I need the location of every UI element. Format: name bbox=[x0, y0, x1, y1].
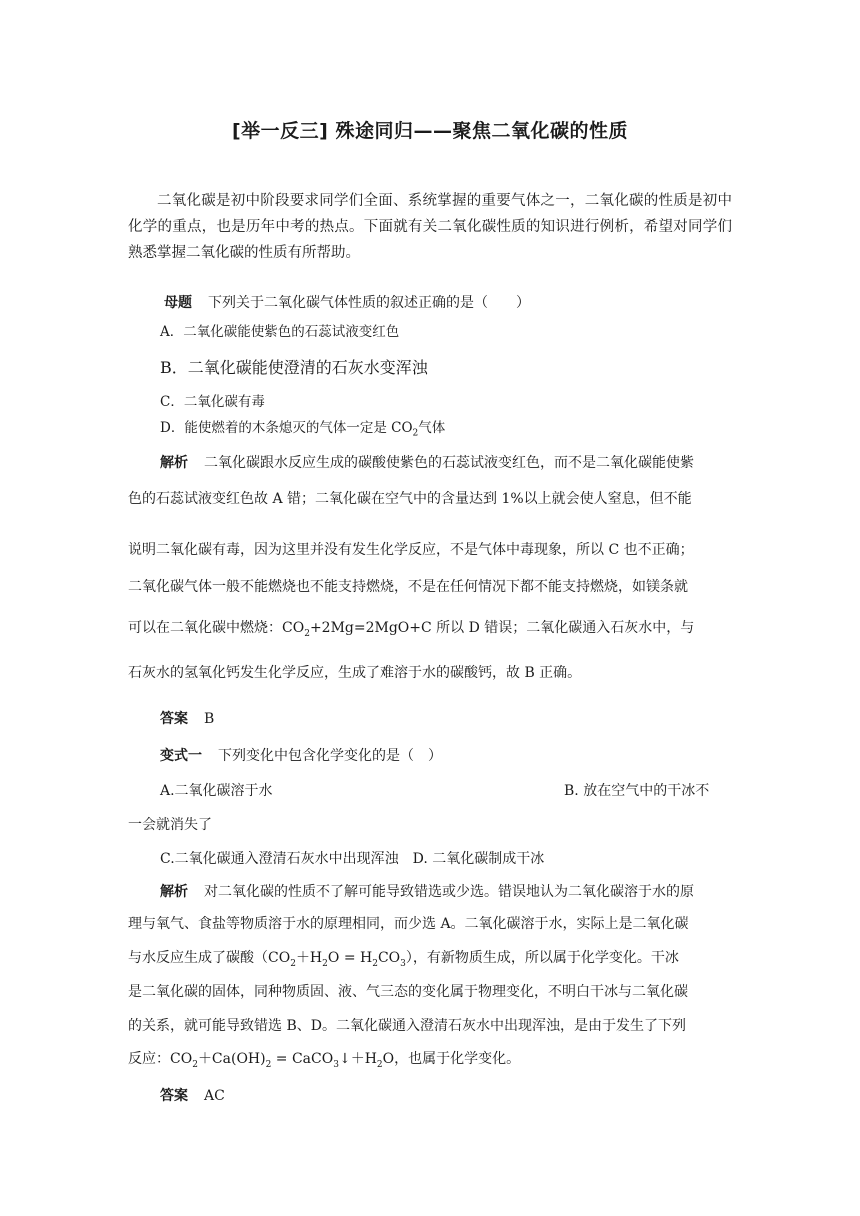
q2-analysis-3-sub4: 3 bbox=[400, 958, 406, 969]
q1-option-b: B．二氧化碳能使澄清的石灰水变浑浊 bbox=[160, 358, 428, 377]
q1-option-d bbox=[160, 416, 764, 439]
q1-answer-line bbox=[160, 708, 764, 728]
q2-analysis-6b: ＋Ca(OH) bbox=[197, 1051, 266, 1067]
q2-analysis-3-sub2: 2 bbox=[322, 958, 328, 969]
q2-analysis-3d: CO bbox=[377, 950, 401, 966]
q1-analysis-line-6: 石灰水的氢氧化钙发生化学反应，生成了难溶于水的碳酸钙，故 B 正确。 bbox=[128, 665, 582, 681]
q1-analysis-line-4: 二氧化碳气体一般不能燃烧也不能支持燃烧，不是在任何情况下都不能支持燃烧，如镁条就 bbox=[128, 579, 688, 595]
q2-answer-label: 答案 bbox=[160, 1088, 188, 1104]
q2-analysis-line-2: 理与氧气、食盐等物质溶于水的原理相同，而少选 A。二氧化碳溶于水，实际上是二氧化碳 bbox=[128, 916, 689, 932]
page-title: [举一反三] 殊途同归——聚焦二氧化碳的性质 bbox=[232, 120, 628, 142]
q2-analysis-line-1 bbox=[160, 881, 764, 901]
q1-analysis-label: 解析 bbox=[160, 455, 188, 471]
q2-analysis-3a: 与水反应生成了碳酸（CO bbox=[128, 950, 291, 966]
q2-analysis-6-sub2: 2 bbox=[265, 1059, 272, 1070]
q1-analysis-5-sub: 2 bbox=[304, 628, 310, 639]
q2-option-b-cont: 一会就消失了 bbox=[128, 817, 212, 833]
q2-analysis-6e: O，也属于化学变化。 bbox=[382, 1051, 521, 1067]
q1-label: 母题 bbox=[164, 295, 192, 311]
q2-analysis-line-6 bbox=[128, 1048, 732, 1068]
q2-analysis-3-sub1: 2 bbox=[290, 958, 296, 969]
q2-question: 下列变化中包含化学变化的是（ ） bbox=[218, 748, 442, 764]
q2-analysis-6d: ↓＋H bbox=[338, 1051, 377, 1067]
q2-answer-line bbox=[160, 1085, 764, 1105]
q2-analysis-3-sub3: 2 bbox=[372, 958, 378, 969]
q1-analysis-line-3: 说明二氧化碳有毒，因为这里并没有发生化学反应，不是气体中毒现象，所以 C 也不正确； bbox=[128, 542, 694, 558]
q2-analysis-6-sub1: 2 bbox=[192, 1059, 198, 1070]
q1-option-c: C．二氧化碳有毒 bbox=[160, 394, 265, 410]
q2-analysis-3c: O = H bbox=[327, 950, 373, 966]
q2-analysis-3e: ），有新物质生成，所以属于化学变化。干冰 bbox=[405, 950, 679, 966]
q2-answer: AC bbox=[204, 1088, 225, 1104]
q1-analysis-line-5 bbox=[128, 617, 732, 637]
q2-option-b: B. 放在空气中的干冰不 bbox=[564, 783, 710, 799]
q1-option-d-sub: 2 bbox=[412, 428, 419, 439]
q1-question: 下列关于二氧化碳气体性质的叙述正确的是（ ） bbox=[208, 295, 530, 311]
q2-analysis-6a: 反应：CO bbox=[128, 1051, 193, 1067]
q1-option-d-prefix: D．能使燃着的木条熄灭的气体一定是 CO bbox=[160, 420, 413, 436]
q2-option-a: A.二氧化碳溶于水 bbox=[160, 783, 273, 799]
q2-analysis-line-4: 是二氧化碳的固体，同种物质固、液、气三态的变化属于物理变化，不明白干冰与二氧化碳 bbox=[128, 984, 688, 1000]
q1-analysis-1: 二氧化碳跟水反应生成的碳酸使紫色的石蕊试液变红色，而不是二氧化碳能使紫 bbox=[204, 455, 694, 471]
q1-answer: B bbox=[204, 711, 215, 727]
q2-analysis-6-sub4: 2 bbox=[376, 1059, 383, 1070]
q2-analysis-line-5: 的关系，就可能导致错选 B、D。二氧化碳通入澄清石灰水中出现浑浊，是由于发生了下列 bbox=[128, 1018, 686, 1034]
q1-analysis-line-2: 色的石蕊试液变红色故 A 错；二氧化碳在空气中的含量达到 1%以上就会使人窒息，但不能 bbox=[128, 491, 692, 507]
q2-analysis-6c: = CaCO bbox=[271, 1051, 334, 1067]
intro-paragraph: 二氧化碳是初中阶段要求同学们全面、系统掌握的重要气体之一，二氧化碳的性质是初中化学的重点，也是历年中考的热点。下面就有关二氧化碳性质的知识进行例析，希望对同学们熟悉掌握二氧化碳的性质有所帮助。 bbox=[128, 193, 732, 261]
q1-option-d-suffix: 气体 bbox=[418, 420, 446, 436]
q2-label: 变式一 bbox=[160, 748, 202, 764]
q2-option-cd: C.二氧化碳通入澄清石灰水中出现浑浊 D. 二氧化碳制成干冰 bbox=[160, 851, 545, 867]
q2-analysis-label: 解析 bbox=[160, 884, 188, 900]
q1-analysis-line-1 bbox=[160, 452, 764, 472]
q2-analysis-3b: ＋H bbox=[295, 950, 323, 966]
q1-answer-label: 答案 bbox=[160, 711, 188, 727]
q1-option-a: A．二氧化碳能使紫色的石蕊试液变红色 bbox=[160, 324, 400, 340]
q1-analysis-5a: 可以在二氧化碳中燃烧：CO bbox=[128, 620, 305, 636]
q1-analysis-5b: +2Mg=2MgO+C 所以 D 错误；二氧化碳通入石灰水中，与 bbox=[309, 620, 695, 636]
q2-analysis-6-sub3: 3 bbox=[333, 1059, 339, 1070]
q2-question-line bbox=[160, 745, 764, 765]
q1-question-line bbox=[164, 292, 768, 312]
q2-analysis-1: 对二氧化碳的性质不了解可能导致错选或少选。错误地认为二氧化碳溶于水的原 bbox=[204, 884, 694, 900]
q2-analysis-line-3 bbox=[128, 947, 732, 967]
